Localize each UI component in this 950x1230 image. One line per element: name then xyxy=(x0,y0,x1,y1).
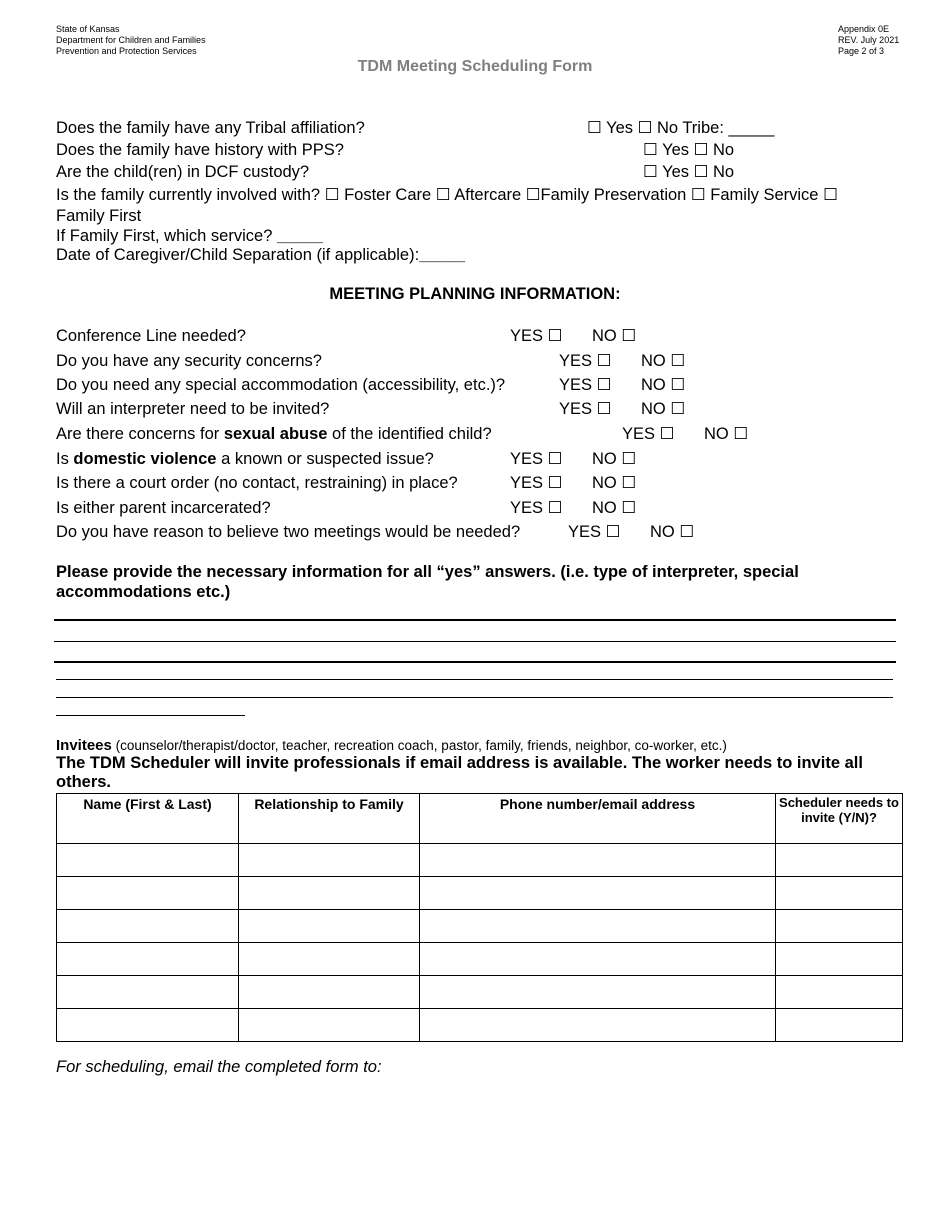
name-cell[interactable] xyxy=(57,910,239,943)
relationship-cell[interactable] xyxy=(239,877,420,910)
answer-line[interactable] xyxy=(56,679,893,680)
yes-checkbox[interactable]: YES ☐ xyxy=(510,327,563,345)
q-text: of the identified child? xyxy=(327,425,492,443)
relationship-cell[interactable] xyxy=(239,844,420,877)
no-checkbox[interactable]: NO ☐ xyxy=(650,523,695,541)
name-cell[interactable] xyxy=(57,877,239,910)
table-row xyxy=(57,844,903,877)
dcf-options[interactable]: ☐ Yes ☐ No xyxy=(643,163,735,181)
scheduler-invite-cell[interactable] xyxy=(776,877,903,910)
family-first-service-field[interactable] xyxy=(56,226,323,246)
no-checkbox[interactable]: NO ☐ xyxy=(592,450,637,468)
q-two-meetings: Do you have reason to believe two meetings would be needed? xyxy=(56,523,521,541)
q-interpreter: Will an interpreter need to be invited? xyxy=(56,400,330,418)
contact-cell[interactable] xyxy=(420,976,776,1009)
separation-date-field[interactable] xyxy=(56,245,465,265)
col-header-relationship: Relationship to Family xyxy=(239,794,420,844)
invitees-label: Invitees xyxy=(56,737,112,754)
invitees-instruction-cont: others. xyxy=(56,773,112,791)
q-conference-line: Conference Line needed? xyxy=(56,327,246,345)
yes-checkbox[interactable]: YES ☐ xyxy=(559,400,612,418)
q-text: Is xyxy=(56,450,74,468)
q-sexual-abuse xyxy=(56,424,492,444)
col-header-contact: Phone number/email address xyxy=(420,794,776,844)
name-cell[interactable] xyxy=(57,1009,239,1042)
family-first-service-blank[interactable]: _____ xyxy=(276,227,323,245)
pps-question: Does the family have history with PPS? xyxy=(56,141,344,159)
involvement-question-cont[interactable]: Family First xyxy=(56,207,142,225)
separation-date-blank[interactable]: _____ xyxy=(419,246,466,264)
scheduler-invite-cell[interactable] xyxy=(776,976,903,1009)
family-first-service-label: If Family First, which service? xyxy=(56,227,277,245)
contact-cell[interactable] xyxy=(420,943,776,976)
q-special-accommodation: Do you need any special accommodation (accessibility, etc.)? xyxy=(56,376,506,394)
revision-label: REV. July 2021 xyxy=(838,35,900,45)
table-row xyxy=(57,943,903,976)
yes-info-instruction: Please provide the necessary information for all “yes” answers. (i.e. type of interpreter, special xyxy=(56,563,799,581)
invitees-label-row xyxy=(56,737,727,754)
tribal-options[interactable]: ☐ Yes ☐ No Tribe: _____ xyxy=(587,119,775,137)
no-checkbox[interactable]: NO ☐ xyxy=(641,400,686,418)
meeting-planning-heading: MEETING PLANNING INFORMATION: xyxy=(329,285,621,303)
q-emphasis: sexual abuse xyxy=(223,425,328,443)
yes-checkbox[interactable]: YES ☐ xyxy=(622,425,675,443)
table-row xyxy=(57,910,903,943)
relationship-cell[interactable] xyxy=(239,943,420,976)
no-checkbox[interactable]: NO ☐ xyxy=(592,499,637,517)
relationship-cell[interactable] xyxy=(239,910,420,943)
appendix-label: Appendix 0E xyxy=(838,24,890,34)
table-row xyxy=(57,1009,903,1042)
yes-checkbox[interactable]: YES ☐ xyxy=(559,376,612,394)
invitees-table xyxy=(56,793,903,1042)
scheduler-invite-cell[interactable] xyxy=(776,1009,903,1042)
yes-checkbox[interactable]: YES ☐ xyxy=(510,499,563,517)
no-checkbox[interactable]: NO ☐ xyxy=(592,474,637,492)
name-cell[interactable] xyxy=(57,976,239,1009)
q-domestic-violence xyxy=(56,449,434,469)
q-court-order: Is there a court order (no contact, restraining) in place? xyxy=(56,474,458,492)
name-cell[interactable] xyxy=(57,943,239,976)
relationship-cell[interactable] xyxy=(239,1009,420,1042)
yes-checkbox[interactable]: YES ☐ xyxy=(510,450,563,468)
col-header-scheduler-invite: Scheduler needs to invite (Y/N)? xyxy=(776,794,903,844)
invitees-note: (counselor/therapist/doctor, teacher, recreation coach, pastor, family, friends, neighbor, co-worker, etc.) xyxy=(111,738,727,753)
header-left xyxy=(56,24,206,57)
table-row xyxy=(57,976,903,1009)
involvement-question[interactable]: Is the family currently involved with? ☐ Foster Care ☐ Aftercare ☐Family Preservation ☐ Family Service ☐ xyxy=(56,186,838,204)
pps-options[interactable]: ☐ Yes ☐ No xyxy=(643,141,735,159)
dcf-question: Are the child(ren) in DCF custody? xyxy=(56,163,310,181)
table-row xyxy=(57,877,903,910)
yes-checkbox[interactable]: YES ☐ xyxy=(510,474,563,492)
q-security-concerns: Do you have any security concerns? xyxy=(56,352,322,370)
q-text: a known or suspected issue? xyxy=(216,450,434,468)
no-checkbox[interactable]: NO ☐ xyxy=(641,352,686,370)
page-number: Page 2 of 3 xyxy=(838,46,885,56)
contact-cell[interactable] xyxy=(420,910,776,943)
col-header-name: Name (First & Last) xyxy=(57,794,239,844)
contact-cell[interactable] xyxy=(420,877,776,910)
answer-line[interactable] xyxy=(54,641,896,642)
answer-line[interactable] xyxy=(54,661,896,663)
scheduler-invite-cell[interactable] xyxy=(776,910,903,943)
answer-line[interactable] xyxy=(54,619,896,621)
answer-line[interactable] xyxy=(56,697,893,698)
q-parent-incarcerated: Is either parent incarcerated? xyxy=(56,499,271,517)
no-checkbox[interactable]: NO ☐ xyxy=(704,425,749,443)
yes-checkbox[interactable]: YES ☐ xyxy=(559,352,612,370)
relationship-cell[interactable] xyxy=(239,976,420,1009)
answer-line[interactable] xyxy=(56,715,245,716)
scheduler-invite-cell[interactable] xyxy=(776,844,903,877)
page-title: TDM Meeting Scheduling Form xyxy=(357,58,593,75)
yes-info-instruction-cont: accommodations etc.) xyxy=(56,583,231,601)
q-emphasis: domestic violence xyxy=(73,450,217,468)
header-left-line: State of Kansas xyxy=(56,24,120,34)
no-checkbox[interactable]: NO ☐ xyxy=(592,327,637,345)
header-left-line: Prevention and Protection Services xyxy=(56,46,197,56)
email-prompt: For scheduling, email the completed form to: xyxy=(56,1058,382,1076)
q-text: Are there concerns for xyxy=(56,425,224,443)
header-right xyxy=(838,24,899,57)
table-header-row xyxy=(57,794,903,844)
no-checkbox[interactable]: NO ☐ xyxy=(641,376,686,394)
contact-cell[interactable] xyxy=(420,1009,776,1042)
contact-cell[interactable] xyxy=(420,844,776,877)
yes-checkbox[interactable]: YES ☐ xyxy=(568,523,621,541)
invitees-instruction: The TDM Scheduler will invite professionals if email address is available. The worker needs to invite all xyxy=(56,754,863,772)
name-cell[interactable] xyxy=(57,844,239,877)
header-left-line: Department for Children and Families xyxy=(56,35,206,45)
separation-date-label: Date of Caregiver/Child Separation (if applicable): xyxy=(56,246,420,264)
tribal-question: Does the family have any Tribal affiliation? xyxy=(56,119,365,137)
scheduler-invite-cell[interactable] xyxy=(776,943,903,976)
